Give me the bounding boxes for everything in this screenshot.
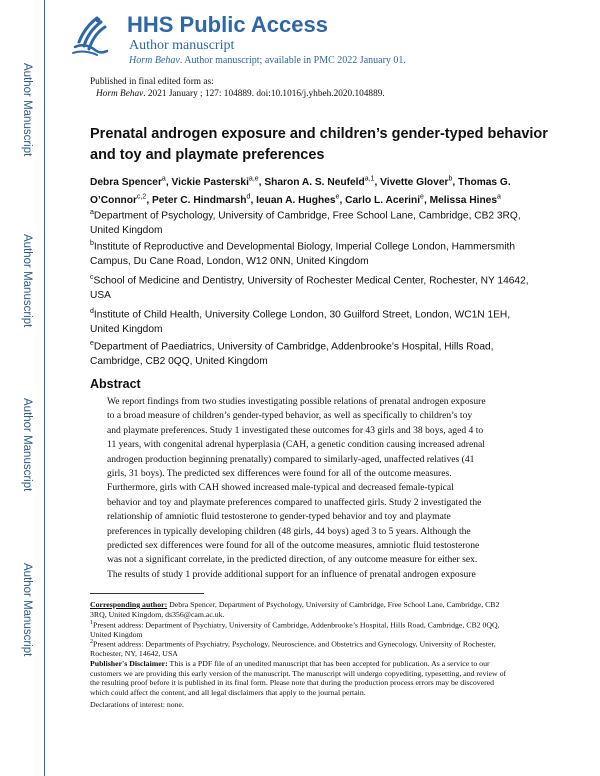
present-address-note: $^1$Present address: Department of Psychiatry, University of Cambridge, Addenbrooke’s Hospital, Hills Road, Cambridge, CB2 0QQ, United Kingdom: [90, 620, 500, 640]
corresponding-author-note: Corresponding author: Debra Spencer, Department of Psychology, University of Cambridge, Free School Lane, Cambridge, CB2 3RQ, United Kingdom, ds356@cam.ac.uk.: [90, 600, 500, 619]
author: Vivette Glover$^b$,: [380, 176, 459, 189]
sidebar-label: Author Manuscript: [21, 563, 33, 657]
author: Melissa Hines$^a$: [429, 193, 501, 206]
paper-title: Prenatal androgen exposure and children’s gender-typed behavior and toy and playmate preferences: [90, 126, 548, 163]
author: Sharon A. S. Neufeld$^{a,1}$,: [264, 176, 381, 189]
affiliation: $^b$Institute of Reproductive and Developmental Biology, Imperial College London, Hammersmith Campus, Du Cane Road, London, W12 0NN, United Kingdom: [90, 240, 516, 268]
abstract-heading: Abstract: [90, 377, 141, 391]
author: Ieuan A. Hughes$^e$,: [256, 193, 346, 206]
affiliation: $^e$Department of Paediatrics, University of Cambridge, Addenbrooke’s Hospital, Hills Road, Cambridge, CB2 0QQ, United Kingdom: [90, 340, 494, 368]
sidebar-label: Author Manuscript: [21, 398, 33, 492]
sidebar-label: Author Manuscript: [21, 63, 33, 157]
published-label: Published in final edited form as:: [90, 77, 214, 87]
affiliation: $^c$School of Medicine and Dentistry, University of Rochester Medical Center, Rochester, NY 14642, USA: [90, 274, 529, 302]
citation: Horm Behav. 2021 January ; 127: 104889. doi:10.1016/j.yhbeh.2020.104889.: [96, 89, 385, 99]
declarations-note: Declarations of interest: none.: [90, 700, 184, 709]
abstract-body: We report findings from two studies investigating possible relations of prenatal androgen exposure to a broad measure of children’s gender-typed behavior, as well as specifically to children’s toy and playmate preferences. Study 1 investigated these outcomes for 43 girls and 38 boys, aged 4 to 11 years, with congenital adrenal hyperplasia (CAH, a genetic condition causing increased adrenal androgen production beginning prenatally) compared to similarly-aged, unaffected relatives (41 girls, 31 boys). The predicted sex differences were found for all of the outcome measures. Furthermore, girls with CAH showed increased male-typical and decreased female-typical behavior and toy and playmate preferences compared to unaffected girls. Study 2 investigated the relationship of amniotic fluid testosterone to gender-typed behavior and toy and playmate preferences in typically developing children (48 girls, 44 boys) aged 3 to 5 years. Although the predicted sex differences were found for all of the outcome measures, amniotic fluid testosterone was not a significant correlate, in the predicted direction, of any outcome measure for either sex. The results of study 1 provide additional support for an influence of prenatal androgen exposure: [107, 396, 486, 580]
affiliation: $^a$Department of Psychology, University of Cambridge, Free School Lane, Cambridge, CB2 3RQ, United Kingdom: [90, 209, 521, 237]
hhs-eagle-icon: [67, 14, 111, 58]
affiliation: $^d$Institute of Child Health, University College London, 30 Guilford Street, London, WC1N 1EH, United Kingdom: [90, 308, 511, 336]
availability-line: Horm Behav. Author manuscript; available in PMC 2022 January 01.: [129, 55, 406, 66]
publisher-disclaimer: Publisher's Disclaimer: This is a PDF file of an unedited manuscript that has been accepted for publication. As a service to our customers we are providing this early version of the manuscript. The manuscript will undergo copyediting, typesetting, and review of the resulting proof before it is published in its final form. Please note that during the production process errors may be discovered which could affect the content, and all legal disclaimers that apply to the journal pertain.: [90, 659, 507, 697]
author: Debra Spencer$^a$,: [90, 176, 172, 189]
sidebar-label: Author Manuscript: [21, 234, 33, 328]
manuscript-subtitle: Author manuscript: [129, 38, 235, 53]
author: Carlo L. Acerini$^e$,: [345, 193, 430, 206]
footnote-rule: [90, 593, 204, 594]
sidebar-rule: [44, 0, 45, 776]
present-address-note: $^2$Present address: Departments of Psychiatry, Psychology, Neuroscience, and Obstetrics and Gynecology, University of Rochester, Rochester, NY, 14642, USA: [90, 639, 496, 659]
author: Peter C. Hindmarsh$^d$,: [151, 193, 257, 206]
author: Thomas G. O’Connor$^{c,2}$,: [90, 177, 511, 206]
author: Vickie Pasterski$^{a,e}$,: [171, 176, 265, 189]
access-title: HHS Public Access: [127, 12, 328, 37]
author-list: [90, 173, 530, 208]
